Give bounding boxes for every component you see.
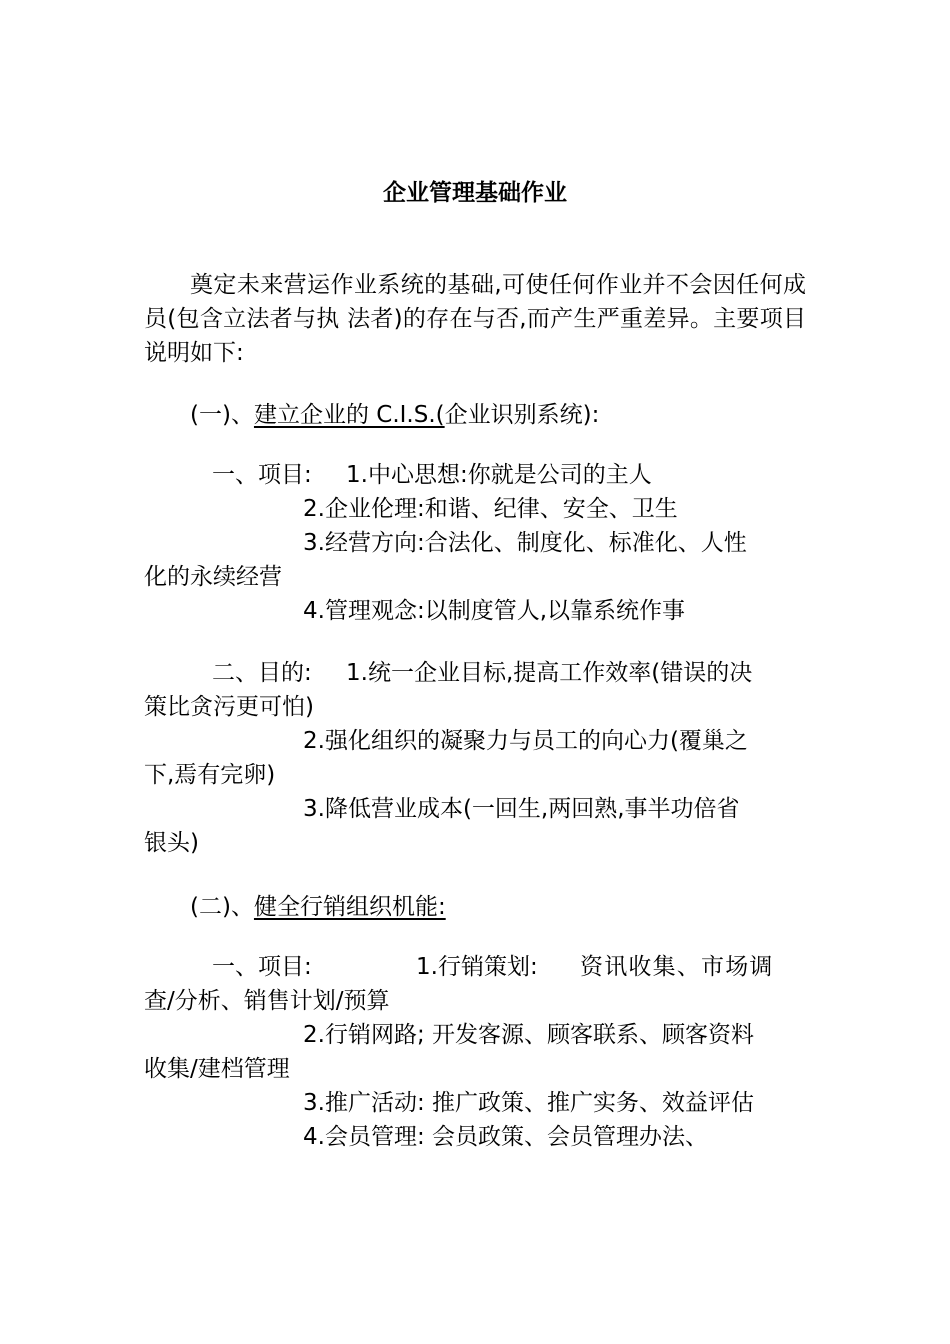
section1-item-4: 4.管理观念:以制度管人,以靠系统作事	[303, 598, 686, 624]
section1-heading-underlined: 建立企业的 C.I.S.(	[253, 402, 445, 428]
section1-heading	[190, 398, 599, 432]
section1-item-3-cont: 化的永续经营	[144, 564, 282, 590]
section1-goal-2: 2.强化组织的凝聚力与员工的向心力(覆巢之	[303, 728, 748, 754]
section1-item-2: 2.企业伦理:和谐、纪律、安全、卫生	[303, 496, 678, 522]
section2-item-2-cont: 收集/建档管理	[144, 1056, 290, 1082]
section1-items-label: 一、项目:	[212, 462, 312, 488]
section1-item-3: 3.经营方向:合法化、制度化、标准化、人性	[303, 530, 747, 556]
section1-heading-suffix: 企业识别系统):	[444, 402, 600, 428]
document-title: 企业管理基础作业	[383, 180, 567, 206]
section2-item-1-cont: 查/分析、销售计划/预算	[144, 988, 390, 1014]
section2-heading-underlined: 健全行销组织机能:	[253, 894, 446, 920]
intro-paragraph: 奠定未来营运作业系统的基础,可使任何作业并不会因任何成员(包含立法者与执 法者)的存在与否,而产生严重差异。主要项目说明如下:	[144, 272, 806, 366]
section1-goals-label: 二、目的:	[212, 660, 312, 686]
section2-prefix: (二)、	[190, 894, 254, 920]
section2-item-4: 4.会员管理: 会员政策、会员管理办法、	[303, 1124, 709, 1150]
section2-item-1: 1.行销策划:	[416, 954, 538, 980]
section2-item-3: 3.推广活动: 推广政策、推广实务、效益评估	[303, 1090, 755, 1116]
section1-goal-2-cont: 下,焉有完卵)	[144, 762, 276, 788]
section1-goal-3-cont: 银头)	[144, 830, 199, 856]
section1-prefix: (一)、	[190, 402, 254, 428]
section1-goal-1-cont: 策比贪污更可怕)	[144, 694, 314, 720]
section2-item-1-detail: 资讯收集、市场调	[580, 954, 774, 980]
section2-items-label: 一、项目:	[212, 954, 312, 980]
section1-goal-3: 3.降低营业成本(一回生,两回熟,事半功倍省	[303, 796, 740, 822]
section2-item-2: 2.行销网路; 开发客源、顾客联系、顾客资料	[303, 1022, 755, 1048]
section1-goal-1: 1.统一企业目标,提高工作效率(错误的决	[346, 660, 753, 686]
section2-heading	[190, 890, 446, 924]
section1-item-1: 1.中心思想:你就是公司的主人	[346, 462, 652, 488]
